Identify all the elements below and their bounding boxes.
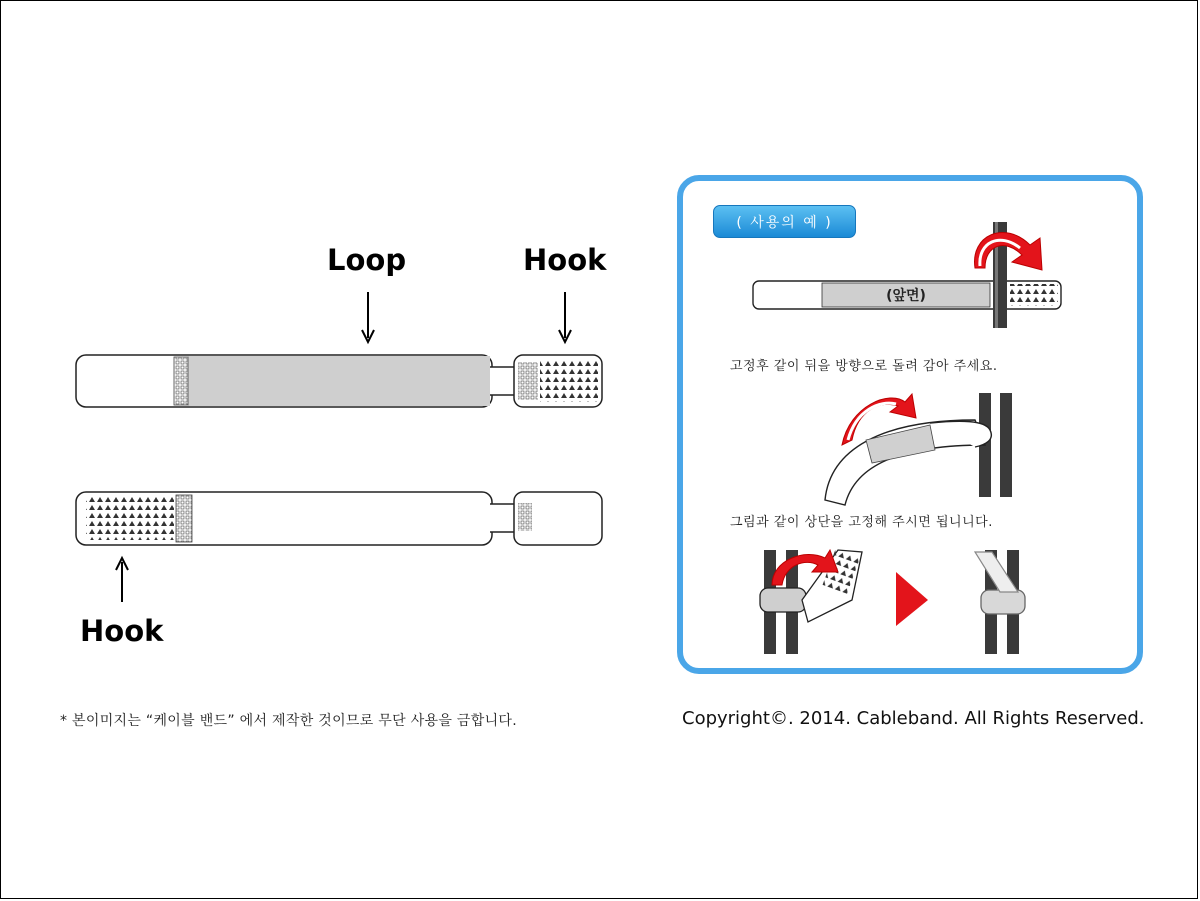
front-side-label: (앞면) — [886, 288, 926, 304]
step3-after-illustration — [975, 550, 1025, 654]
step1-illustration — [753, 222, 1061, 328]
hook-top-label: Hook — [523, 243, 607, 277]
copyright-notice-korean: * 본이미지는 “케이블 밴드” 에서 제작한 것이므로 무단 사용을 금합니다. — [60, 713, 517, 729]
step1-caption: 고정후 같이 뒤을 방향으로 돌려 감아 주세요. — [730, 359, 998, 374]
loop-label: Loop — [327, 243, 407, 277]
step2-caption: 그림과 같이 상단을 고정해 주시면 됩니니다. — [730, 515, 993, 530]
copyright-text: Copyright©. 2014. Cableband. All Rights Reserved. — [682, 708, 1145, 729]
next-step-arrow-icon — [896, 572, 928, 626]
step2-illustration — [825, 393, 1012, 505]
step3-before-illustration — [760, 549, 862, 654]
usage-example-badge: ( 사용의 예 ) — [713, 205, 856, 238]
hook-bottom-label: Hook — [80, 614, 164, 648]
